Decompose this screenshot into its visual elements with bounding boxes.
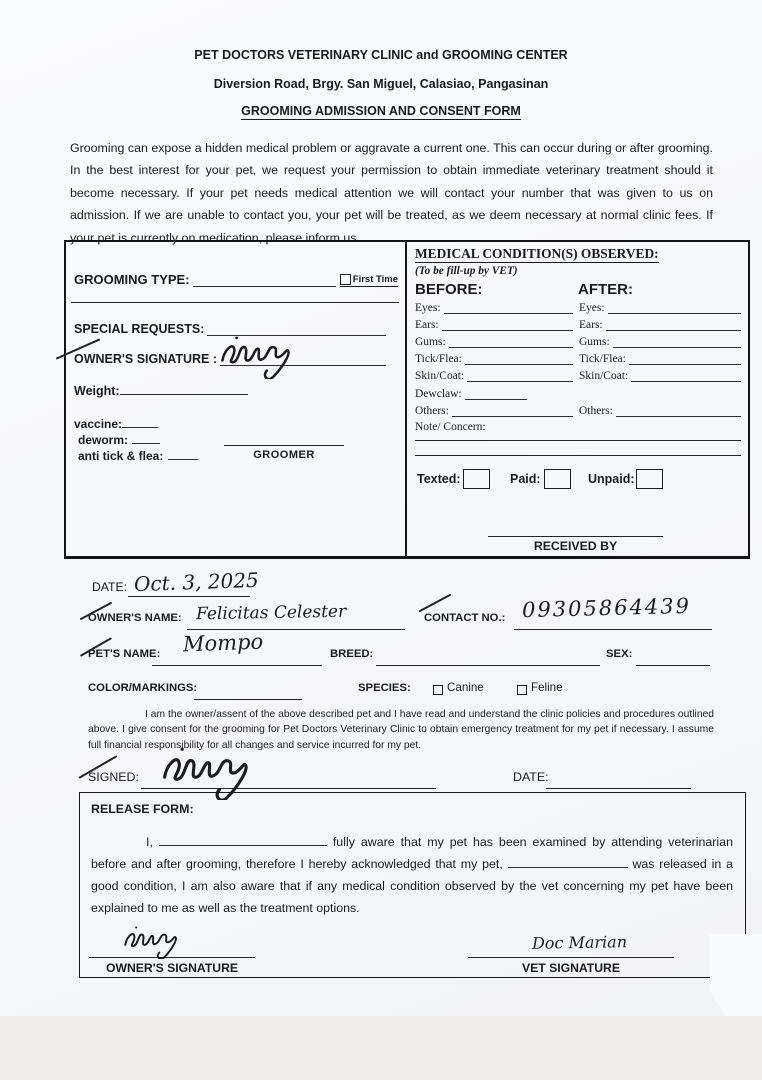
species-label: SPECIES: — [358, 682, 411, 694]
breed-blank — [376, 665, 600, 666]
release-name-blank — [159, 831, 327, 846]
owner-name-value-handwritten: Felicitas Celester — [195, 601, 347, 625]
species-feline-checkbox — [517, 685, 527, 695]
date-value-handwritten: Oct. 3, 2025 — [133, 567, 260, 597]
signed-date-blank — [546, 788, 691, 789]
owner-signature-label: OWNER'S SIGNATURE : — [74, 352, 218, 366]
note-concern-label: Note/ Concern: — [415, 421, 486, 433]
release-title: RELEASE FORM: — [91, 802, 194, 816]
note-line-2 — [415, 455, 741, 456]
admission-box-divider — [405, 242, 407, 556]
after-skincoat-row: Skin/Coat: — [579, 368, 741, 382]
contact-no-blank — [514, 629, 712, 630]
after-header: AFTER: — [578, 281, 633, 298]
release-text-3: was released in a good condition, I am also aware that if any medical condition observed by the vet concerning my pet have been explained to me as well as the treatment options. — [91, 857, 733, 915]
sex-label: SEX: — [606, 648, 633, 660]
date-label: DATE: — [92, 580, 127, 594]
contact-no-label: CONTACT NO.: — [424, 612, 506, 624]
deworm-label: deworm: — [78, 433, 129, 447]
paid-checkbox — [544, 469, 571, 489]
texted-label: Texted: — [417, 472, 461, 486]
signed-label: SIGNED: — [88, 770, 139, 784]
before-gums-row: Gums: — [415, 334, 573, 348]
contact-no-value-handwritten: 09305864439 — [521, 593, 692, 623]
release-vet-signature-line — [468, 957, 674, 958]
date-blank — [128, 596, 250, 597]
unpaid-label: Unpaid: — [588, 472, 635, 486]
intro-paragraph: Grooming can expose a hidden medical problem or aggravate a current one. This can occur during or after grooming. In the best interest for your pet, we request your permission to obtain immediate veterinary treatment should it become necessary. If your pet needs medical attention we will contact your number that was given to us on admission. If we are unable to contact you, your pet will be treated, as we deem necessary at normal clinic fees. If your pet is currently on medication, please inform us. — [70, 141, 713, 245]
clinic-address: Diversion Road, Brgy. San Miguel, Calasiao, Pangasinan — [213, 77, 549, 91]
before-skincoat-row: Skin/Coat: — [415, 368, 573, 382]
pet-name-value-handwritten: Mompo — [182, 629, 264, 657]
grooming-type-row — [74, 272, 398, 287]
unpaid-checkbox — [636, 469, 663, 489]
release-owner-signature-label: OWNER'S SIGNATURE — [106, 961, 238, 975]
release-form-box — [79, 792, 746, 978]
before-tickflea-row: Tick/Flea: — [415, 351, 573, 365]
grooming-type-blank — [193, 273, 336, 287]
vaccine-label: vaccine: — [74, 417, 123, 431]
texted-checkbox — [463, 469, 490, 489]
after-gums-row: Gums: — [579, 334, 741, 348]
before-header: BEFORE: — [415, 281, 483, 298]
paid-label: Paid: — [510, 472, 541, 486]
anti-tick-flea-blank — [168, 447, 198, 460]
first-time-field — [340, 274, 398, 287]
first-time-label: First Time — [352, 274, 398, 285]
release-text-1: I, — [146, 835, 153, 849]
form-title: GROOMING ADMISSION AND CONSENT FORM — [241, 104, 521, 118]
breed-label: BREED: — [330, 648, 374, 660]
anti-tick-flea-label: anti tick & flea: — [78, 449, 164, 463]
before-others-row: Others: — [415, 403, 573, 417]
release-paragraph — [91, 831, 733, 919]
dewclaw-row: Dewclaw: — [415, 386, 527, 400]
sex-blank — [636, 665, 710, 666]
before-eyes-row: Eyes: — [415, 300, 573, 314]
after-tickflea-row: Tick/Flea: — [579, 351, 741, 365]
medical-subtitle: (To be fill-up by VET) — [415, 265, 518, 277]
release-pet-blank — [508, 853, 628, 868]
special-requests-label: SPECIAL REQUESTS: — [74, 322, 205, 336]
owner-name-label: OWNER'S NAME: — [88, 612, 182, 624]
medical-title: MEDICAL CONDITION(S) OBSERVED: — [415, 246, 659, 261]
clinic-name: PET DOCTORS VETERINARY CLINIC and GROOMING CENTER — [194, 48, 568, 62]
medical-panel — [413, 242, 743, 556]
vaccine-blank — [122, 415, 158, 428]
pet-name-label: PET'S NAME: — [88, 648, 161, 660]
grooming-type-label: GROOMING TYPE: — [74, 272, 190, 287]
owner-signature-handwriting — [214, 332, 298, 379]
admission-box — [64, 240, 750, 559]
signed-date-label: DATE: — [513, 770, 549, 784]
anti-tick-flea-row — [78, 447, 198, 465]
note-line-1 — [415, 440, 741, 441]
tick-mark-contact-no — [419, 594, 452, 613]
color-markings-blank — [194, 699, 302, 700]
species-canine-label: Canine — [447, 681, 484, 694]
received-by-label: RECEIVED BY — [533, 539, 618, 553]
scanner-background — [0, 1016, 762, 1080]
weight-label: Weight: — [74, 384, 120, 398]
before-ears-row: Ears: — [415, 317, 573, 331]
groomer-line — [224, 445, 344, 446]
color-markings-label: COLOR/MARKINGS: — [88, 682, 198, 694]
after-eyes-row: Eyes: — [579, 300, 741, 314]
after-others-row: Others: — [579, 403, 741, 417]
groomer-label: GROOMER — [253, 449, 315, 461]
consent-paragraph: I am the owner/assent of the above described pet and I have read and understand the clinic policies and procedures outlined above. I give consent for the grooming for Pet Doctors Veterinary Clinic to obtain emergency treatment for my pet if necessary. I assume full financial responsibility for all changes and service incurred for my pet. — [88, 709, 714, 751]
pet-name-blank — [152, 665, 322, 666]
first-time-checkbox — [340, 274, 351, 285]
species-feline-label: Feline — [531, 681, 563, 694]
species-canine-checkbox — [433, 685, 443, 695]
deworm-blank — [132, 431, 160, 444]
after-ears-row: Ears: — [579, 317, 741, 331]
weight-blank — [120, 382, 248, 395]
received-by-line — [488, 536, 663, 537]
weight-row — [74, 382, 248, 400]
release-text-2: fully aware that my pet has been examined by attending veterinarian before and after grooming, therefore I hereby acknowledged that my pet, — [91, 835, 733, 871]
release-vet-signature-handwriting: Doc Marian — [531, 932, 628, 953]
owner-name-blank — [187, 629, 405, 630]
grooming-type-line2 — [71, 302, 399, 303]
release-owner-signature-handwriting — [110, 923, 192, 959]
release-vet-signature-label: VET SIGNATURE — [522, 961, 620, 975]
